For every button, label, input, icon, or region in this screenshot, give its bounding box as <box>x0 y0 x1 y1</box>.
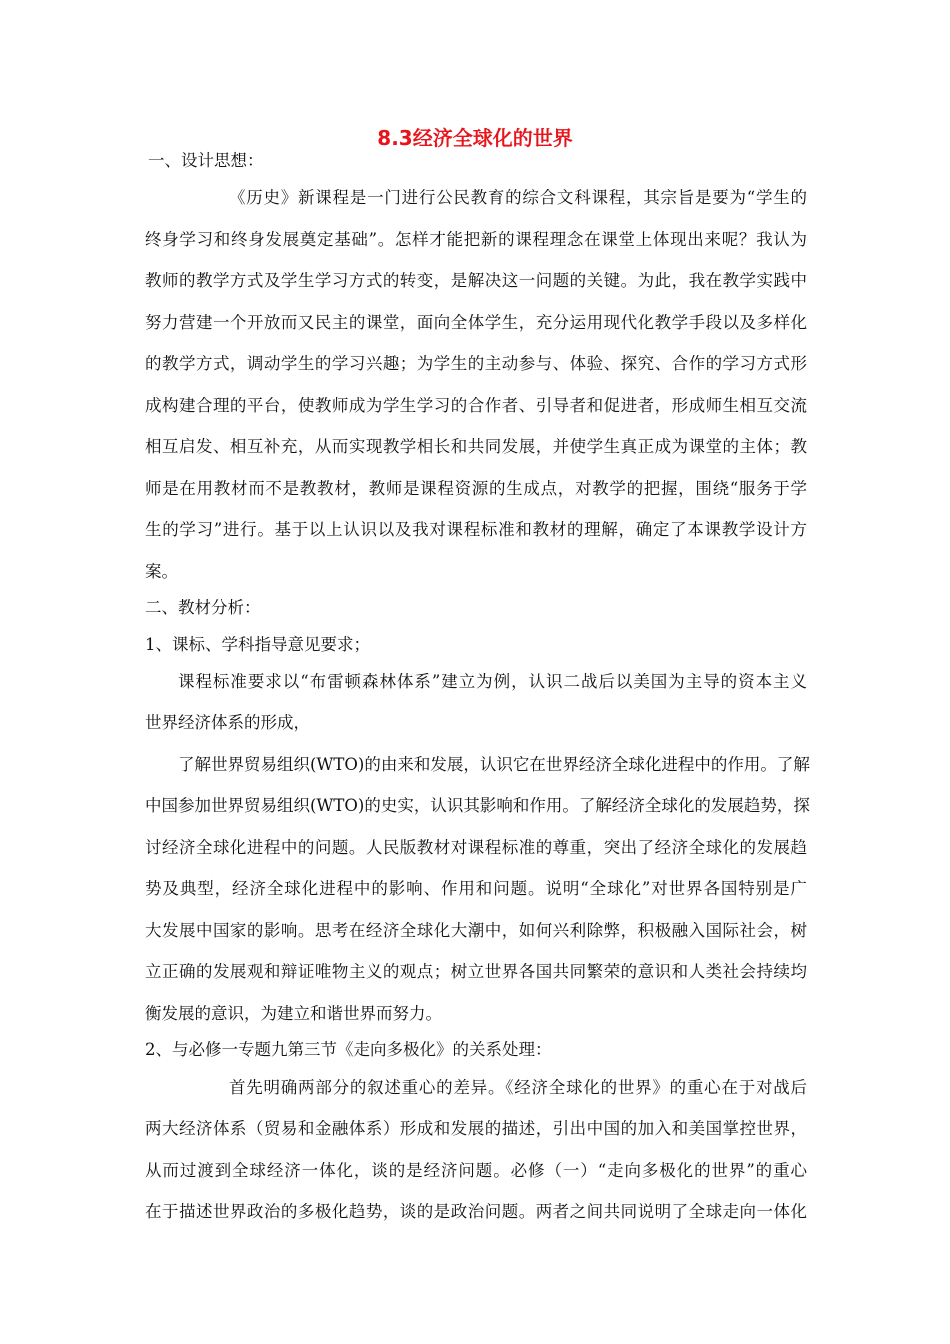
paragraph-line: 势及典型，经济全球化进程中的影响、作用和问题。说明“全球化”对世界各国特别是广 <box>145 879 807 898</box>
paragraph-line: 在于描述世界政治的多极化趋势，谈的是政治问题。两者之间共同说明了全球走向一体化 <box>145 1202 807 1221</box>
paragraph-line: 衡发展的意识，为建立和谐世界而努力。 <box>145 1004 442 1023</box>
paragraph-line: 讨经济全球化进程中的问题。人民版教材对课程标准的尊重，突出了经济全球化的发展趋 <box>145 838 807 857</box>
paragraph-line: 终身学习和终身发展奠定基础”。怎样才能把新的课程理念在课堂上体现出来呢？我认为 <box>145 230 807 249</box>
paragraph-line: 师是在用教材而不是教教材，教师是课程资源的生成点，对教学的把握，围绕“服务于学 <box>145 479 807 498</box>
paragraph-line: 课程标准要求以“布雷顿森林体系”建立为例，认识二战后以美国为主导的资本主义 <box>178 672 807 691</box>
paragraph-line: 中国参加世界贸易组织(WTO)的史实，认识其影响和作用。了解经济全球化的发展趋势，探 <box>145 796 810 815</box>
paragraph-line: 案。 <box>145 562 178 581</box>
paragraph-line: 成构建合理的平台，使教师成为学生学习的合作者、引导者和促进者，形成师生相互交流 <box>145 396 807 415</box>
paragraph-line: 了解世界贸易组织(WTO)的由来和发展，认识它在世界经济全球化进程中的作用。了解 <box>178 755 810 774</box>
paragraph-line: 立正确的发展观和辩证唯物主义的观点；树立世界各国共同繁荣的意识和人类社会持续均 <box>145 962 807 981</box>
paragraph-line: 生的学习”进行。基于以上认识以及我对课程标准和教材的理解，确定了本课教学设计方 <box>145 520 807 539</box>
section-heading-design: 一、设计思想： <box>148 151 264 170</box>
subsection-heading-standards: 1、课标、学科指导意见要求； <box>145 635 370 654</box>
paragraph-line: 相互启发、相互补充，从而实现教学相长和共同发展，并使学生真正成为课堂的主体；教 <box>145 437 807 456</box>
section-heading-materials: 二、教材分析： <box>145 598 261 617</box>
paragraph-line: 教师的教学方式及学生学习方式的转变，是解决这一问题的关键。为此，我在教学实践中 <box>145 271 807 290</box>
paragraph-line: 两大经济体系（贸易和金融体系）形成和发展的描述，引出中国的加入和美国掌控世界， <box>145 1119 807 1138</box>
paragraph-line: 世界经济体系的形成， <box>145 713 310 732</box>
document-title: 8.3经济全球化的世界 <box>377 126 573 150</box>
paragraph-line: 首先明确两部分的叙述重心的差异。《经济全球化的世界》的重心在于对战后 <box>229 1078 807 1097</box>
paragraph-line: 努力营建一个开放而又民主的课堂，面向全体学生，充分运用现代化教学手段以及多样化 <box>145 313 807 332</box>
subsection-heading-relation: 2、与必修一专题九第三节《走向多极化》的关系处理： <box>145 1040 552 1059</box>
paragraph-line: 的教学方式，调动学生的学习兴趣；为学生的主动参与、体验、探究、合作的学习方式形 <box>145 354 807 373</box>
paragraph-line: 从而过渡到全球经济一体化，谈的是经济问题。必修（一）“走向多极化的世界”的重心 <box>145 1161 807 1180</box>
paragraph-line: 《历史》新课程是一门进行公民教育的综合文科课程，其宗旨是要为“学生的 <box>229 188 807 207</box>
paragraph-line: 大发展中国家的影响。思考在经济全球化大潮中，如何兴利除弊，积极融入国际社会，树 <box>145 921 807 940</box>
